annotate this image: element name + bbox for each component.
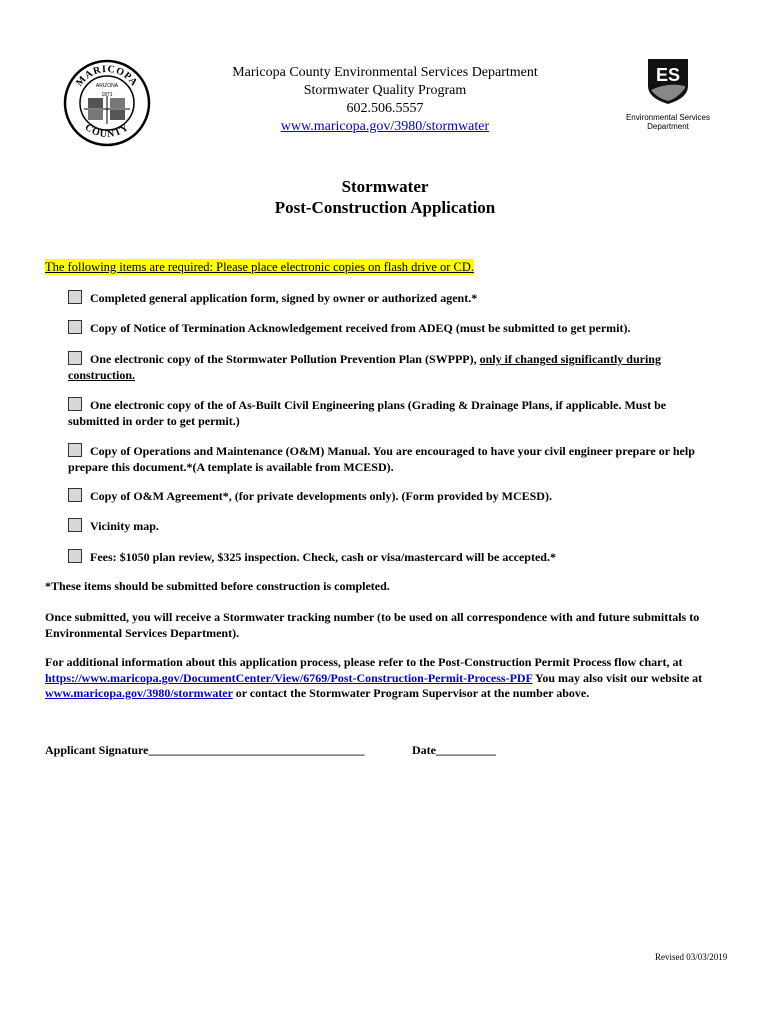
checklist-item [68, 320, 718, 337]
website-link[interactable]: www.maricopa.gov/3980/stormwater [45, 686, 233, 700]
phone-number: 602.506.5557 [346, 101, 424, 116]
checklist-item [68, 443, 718, 475]
item-text: Copy of Operations and Maintenance (O&M) Manual. You are encouraged to have your civil engineer prepare or help prepare this document.*(A template is available from MCESD). [68, 444, 695, 474]
info-mid: You may also visit our website at [532, 670, 703, 685]
applicant-signature-field[interactable]: Applicant Signature____________________________________ [45, 743, 365, 757]
flow-chart-link[interactable]: https://www.maricopa.gov/DocumentCenter/View/6769/Post-Construction-Permit-Process-PDF [45, 670, 533, 685]
item-text-underlined: only if changed significantly during construction. [68, 352, 661, 382]
checklist-item [68, 549, 718, 566]
checkbox[interactable] [68, 290, 82, 304]
checkbox[interactable] [68, 320, 82, 334]
date-field[interactable]: Date__________ [412, 743, 496, 757]
item-text: Completed general application form, signed by owner or authorized agent.* [90, 291, 478, 305]
revised-date: Revised 03/03/2019 [655, 952, 728, 962]
svg-text:MARICOPA: MARICOPA [74, 63, 140, 89]
checkbox[interactable] [68, 549, 82, 563]
svg-text:COUNTY: COUNTY [82, 121, 132, 141]
checklist-item [68, 397, 718, 429]
checklist-item [68, 488, 718, 505]
item-text: Fees: $1050 plan review, $325 inspection. Check, cash or visa/mastercard will be accepted.* [90, 550, 556, 564]
title-line2: Post-Construction Application [274, 198, 496, 217]
svg-text:ES: ES [655, 65, 681, 85]
es-department-logo [618, 56, 718, 131]
additional-info [45, 655, 735, 702]
department-name: Maricopa County Environmental Services Department [232, 65, 538, 80]
checkbox[interactable] [68, 518, 82, 532]
document-title [0, 176, 770, 218]
title-line1: Stormwater [341, 177, 429, 196]
checkbox[interactable] [68, 351, 82, 365]
info-end: or contact the Stormwater Program Supervisor at the number above. [232, 686, 590, 700]
item-text: Vicinity map. [90, 519, 159, 533]
required-items-note: The following items are required: Please place electronic copies on flash drive or CD. [45, 260, 475, 274]
letterhead [180, 64, 590, 136]
checkbox[interactable] [68, 397, 82, 411]
checkbox[interactable] [68, 488, 82, 502]
tracking-note: Once submitted, you will receive a Stormwater tracking number (to be used on all correspondence with and future submittals to Environmental Services Department). [45, 610, 700, 640]
checklist-item [68, 518, 718, 535]
es-logo-line2: Department [647, 122, 689, 131]
county-seal-logo [62, 58, 152, 148]
checklist-item [68, 351, 718, 383]
info-intro: For additional information about this application process, please refer to the Post-Construction Permit Process flow chart, at [45, 655, 683, 669]
item-text: Copy of O&M Agreement*, (for private developments only). (Form provided by MCESD). [90, 489, 552, 503]
svg-text:ARIZONA: ARIZONA [95, 83, 119, 89]
header-website-link[interactable]: www.maricopa.gov/3980/stormwater [280, 119, 490, 134]
checkbox[interactable] [68, 443, 82, 457]
footnote: *These items should be submitted before construction is completed. [45, 579, 390, 593]
es-logo-line1: Environmental Services [625, 113, 711, 122]
checklist-item [68, 290, 718, 307]
svg-text:1871: 1871 [101, 92, 113, 98]
item-text: One electronic copy of the of As-Built Civil Engineering plans (Grading & Drainage Plans, if applicable. Must be submitted in order to get permit.) [68, 398, 667, 428]
item-text: Copy of Notice of Termination Acknowledgement received from ADEQ (must be submitted to get permit). [90, 321, 631, 335]
item-text: One electronic copy of the Stormwater Pollution Prevention Plan (SWPPP), [90, 352, 480, 366]
program-name: Stormwater Quality Program [303, 83, 467, 98]
